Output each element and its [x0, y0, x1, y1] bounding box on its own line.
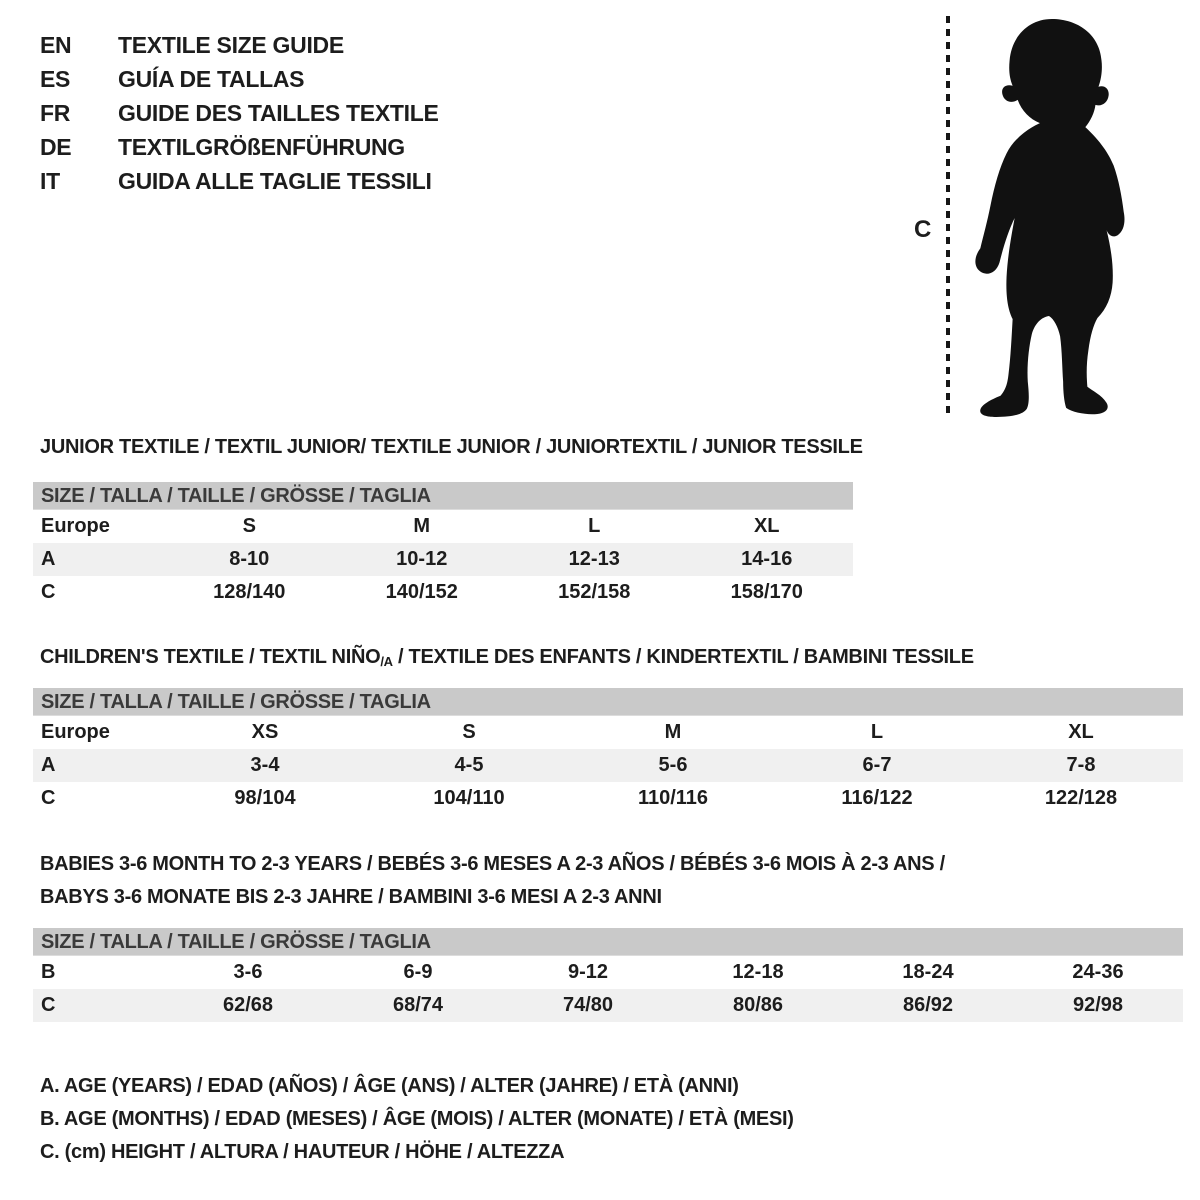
language-row-it [40, 164, 439, 198]
table-row-europe [33, 716, 1183, 749]
row-label: Europe [41, 721, 110, 743]
children-title-sub: /A [380, 654, 393, 669]
size-cell: XL [1068, 721, 1094, 743]
language-row-es [40, 62, 439, 96]
legend-line-c: C. (cm) HEIGHT / ALTURA / HAUTEUR / HÖHE / ALTEZZA [40, 1141, 565, 1163]
row-label: A [41, 548, 56, 570]
size-cell: 4-5 [454, 754, 484, 776]
language-label: TEXTILGRÖßENFÜHRUNG [118, 134, 405, 160]
size-cell: 10-12 [396, 548, 448, 570]
size-cell: XS [251, 721, 279, 743]
language-label: GUIDE DES TAILLES TEXTILE [118, 100, 439, 126]
babies-size-table [33, 928, 1183, 1022]
size-cell: 12-13 [568, 548, 620, 570]
toddler-silhouette [962, 14, 1138, 418]
size-header-bar: SIZE / TALLA / TAILLE / GRÖSSE / TAGLIA [33, 928, 1183, 956]
size-cell: 5-6 [658, 754, 688, 776]
size-header-bar: SIZE / TALLA / TAILLE / GRÖSSE / TAGLIA [33, 688, 1183, 716]
language-code: EN [40, 32, 72, 58]
language-code: DE [40, 134, 72, 160]
measure-label-c: C [914, 216, 932, 243]
toddler-silhouette-svg [962, 14, 1138, 418]
row-label: C [41, 581, 56, 603]
language-label: TEXTILE SIZE GUIDE [118, 32, 344, 58]
babies-title-line2: BABYS 3-6 MONATE BIS 2-3 JAHRE / BAMBINI 3-6 MESI A 2-3 ANNI [40, 886, 662, 908]
size-cell: 110/116 [637, 787, 709, 809]
children-size-table [33, 688, 1183, 815]
size-cell: 24-36 [1072, 961, 1124, 983]
size-cell: 86/92 [902, 994, 954, 1016]
size-cell: 6-9 [403, 961, 433, 983]
table-row-europe [33, 510, 853, 543]
language-code: FR [40, 100, 71, 126]
junior-size-table [33, 482, 853, 609]
size-cell: 8-10 [229, 548, 270, 570]
row-label: B [41, 961, 56, 983]
size-cell: S [242, 515, 256, 537]
size-cell: M [664, 721, 682, 743]
size-cell: 92/98 [1072, 994, 1124, 1016]
size-cell: 7-8 [1066, 754, 1096, 776]
row-label: A [41, 754, 56, 776]
language-label: GUÍA DE TALLAS [118, 66, 305, 92]
babies-section-title [40, 848, 945, 914]
size-cell: 3-4 [250, 754, 280, 776]
size-cell: 18-24 [902, 961, 954, 983]
size-cell: 128/140 [213, 581, 286, 603]
language-row-de [40, 130, 439, 164]
size-cell: 12-18 [732, 961, 784, 983]
table-row-age [33, 749, 1183, 782]
row-label: C [41, 994, 56, 1016]
language-list [40, 28, 439, 198]
size-cell: 9-12 [567, 961, 609, 983]
size-cell: 68/74 [392, 994, 444, 1016]
language-label: GUIDA ALLE TAGLIE TESSILI [118, 168, 432, 194]
size-cell: 122/128 [1044, 787, 1118, 809]
size-cell: 116/122 [841, 787, 913, 809]
language-code: IT [40, 168, 60, 194]
size-cell: 140/152 [385, 581, 458, 603]
table-row-age [33, 543, 853, 576]
junior-section-title: JUNIOR TEXTILE / TEXTIL JUNIOR/ TEXTILE JUNIOR / JUNIORTEXTIL / JUNIOR TESSILE [40, 436, 863, 458]
size-cell: 80/86 [732, 994, 784, 1016]
children-title-suffix: / TEXTILE DES ENFANTS / KINDERTEXTIL / BAMBINI TESSILE [392, 646, 974, 668]
size-cell: 6-7 [862, 754, 892, 776]
table-row-height [33, 576, 853, 609]
size-cell: XL [753, 515, 780, 537]
row-label: Europe [41, 515, 110, 537]
size-cell: L [870, 721, 884, 743]
table-row-months [33, 956, 1183, 989]
language-row-fr [40, 96, 439, 130]
size-cell: 3-6 [233, 961, 263, 983]
size-header-bar: SIZE / TALLA / TAILLE / GRÖSSE / TAGLIA [33, 482, 853, 510]
children-section-title [40, 646, 974, 669]
table-row-height [33, 782, 1183, 815]
size-cell: 14-16 [741, 548, 793, 570]
language-row-en [40, 28, 439, 62]
size-cell: 104/110 [433, 787, 505, 809]
children-title-prefix: CHILDREN'S TEXTILE / TEXTIL NIÑO [40, 646, 381, 668]
legend [40, 1070, 794, 1169]
legend-line-a: A. AGE (YEARS) / EDAD (AÑOS) / ÂGE (ANS) / ALTER (JAHRE) / ETÀ (ANNI) [40, 1075, 739, 1097]
size-cell: M [413, 515, 431, 537]
size-cell: 62/68 [222, 994, 274, 1016]
size-cell: S [462, 721, 476, 743]
height-measure-dashed-line [946, 16, 950, 416]
table-row-height [33, 989, 1183, 1022]
size-cell: 158/170 [730, 581, 803, 603]
size-cell: 74/80 [562, 994, 614, 1016]
size-cell: 98/104 [234, 787, 296, 809]
size-cell: 152/158 [558, 581, 631, 603]
babies-title-line1: BABIES 3-6 MONTH TO 2-3 YEARS / BEBÉS 3-6 MESES A 2-3 AÑOS / BÉBÉS 3-6 MOIS À 2-3 ANS / [40, 853, 945, 875]
row-label: C [41, 787, 56, 809]
size-cell: L [588, 515, 601, 537]
legend-line-b: B. AGE (MONTHS) / EDAD (MESES) / ÂGE (MOIS) / ALTER (MONATE) / ETÀ (MESI) [40, 1108, 794, 1130]
language-code: ES [40, 66, 71, 92]
